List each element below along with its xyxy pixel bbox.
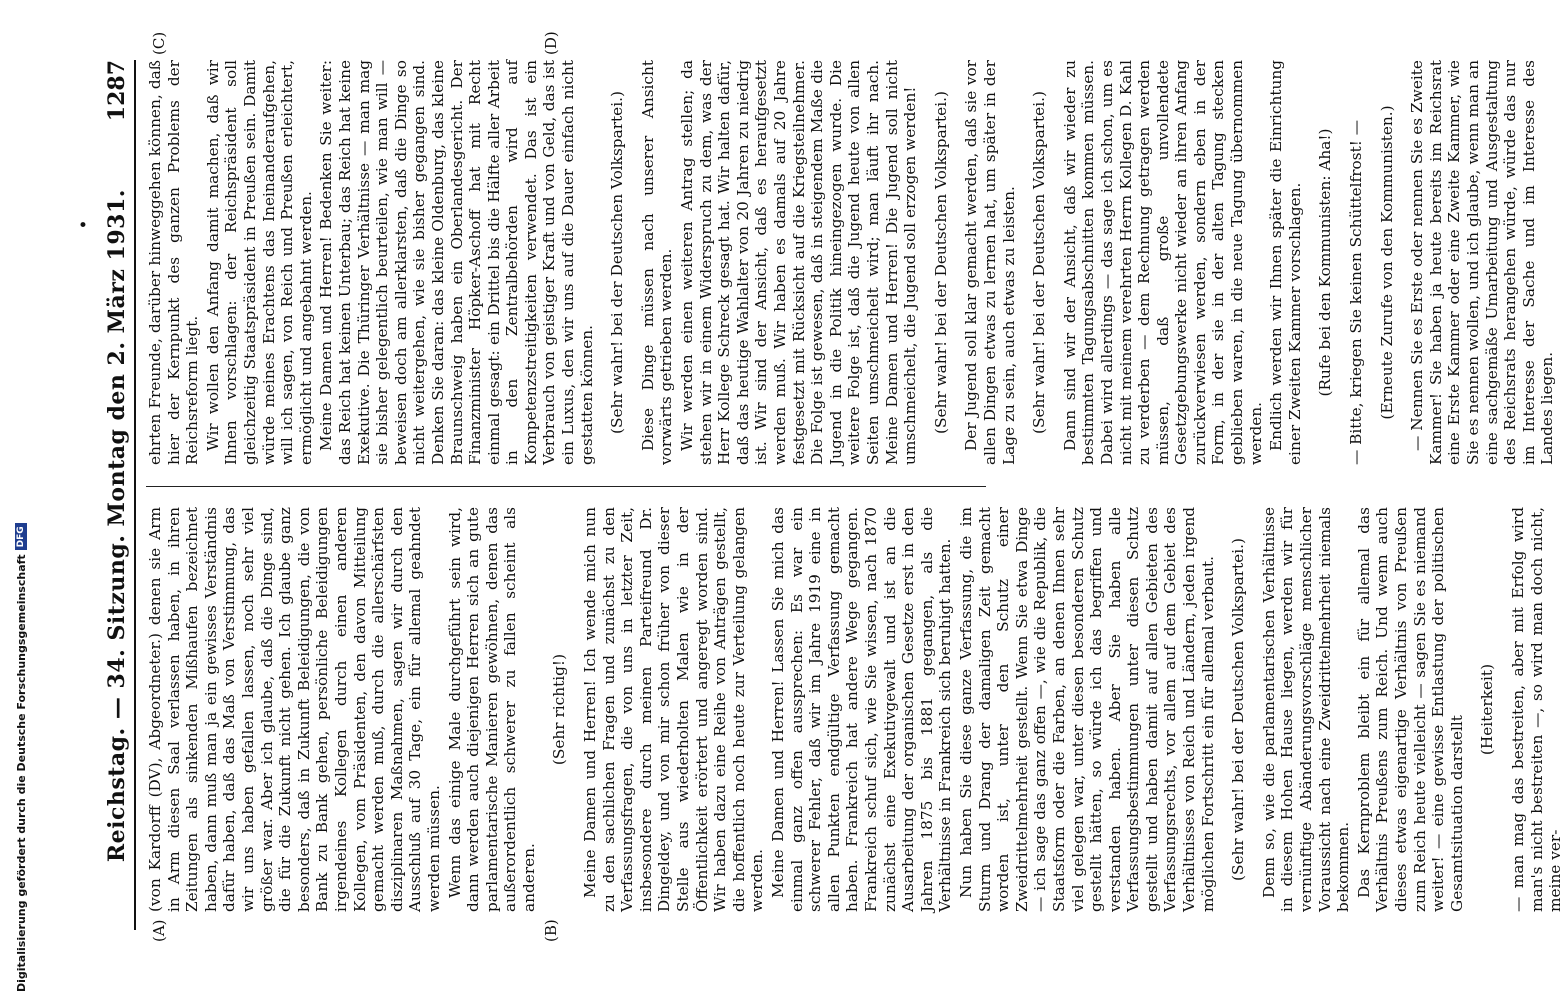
paragraph: Wir werden einen weiteren Antrag stellen; da stehen wir in einem Widerspruch zu dem, was der Herr Kollege Schreck gesagt hat. Wir halten dafür, daß das heutige Wahlalter von 20 Jahren zu niedrig ist. Wir sind der Ansicht, daß es heraufgesetzt werden muß. Wir haben es damals auf 20 Jahre festgesetzt mit Rücksicht auf die Kriegsteilnehmer. Die Folge ist gewesen, daß in steigendem Maße die Jugend in die Politik hineingezogen wurde. Die weitere Folge ist, daß die Jugend heute von allen Seiten umschmeichelt wird; man läuft ihr nach. Meine Damen und Herren! Die Jugend soll nicht umschmeichelt, die Jugend soll erzogen werden! bbox=[678, 60, 920, 465]
interjection: (Erneute Zurufe von den Kommunisten.) bbox=[1377, 105, 1396, 420]
paragraph: Dann sind wir der Ansicht, daß wir wieder zu bestimmten Tagungsabschnitten kommen müssen. Dabei wird allerdings — das sage ich schon, um es nicht mit meinem verehrten Herrn Kollegen D. Kahl zu verderben — dem Rechnung getragen werden müssen, daß große unvollendete Gesetzgebungswerke nicht wieder an ihren Anfang zurückverwiesen werden, sondern eben in der Form, in der sie in der alten Tagung stecken geblieben waren, in die neue Tagung übernommen werden. bbox=[1060, 60, 1265, 465]
paragraph: — Nennen Sie es Erste oder nennen Sie es Zweite Kammer! Sie haben ja heute bereits im Reichsrat eine Erste Kammer oder eine Zweite Kammer, wie Sie es nennen wollen, und ich glaube, wenn man an eine sachgemäße Umarbeitung und Ausgestaltung des Reichsrats herangehen würde, würde das nur im Interesse der Sache und im Interesse des Landes liegen. bbox=[1408, 60, 1557, 465]
attribution-text: Digitalisierung gefördert durch die Deutsche Forschungsgemeinschaft bbox=[14, 554, 28, 992]
margin-marker-d: (D) bbox=[542, 31, 560, 55]
paragraph: Diese Dinge müssen nach unserer Ansicht vorwärts getrieben werden. bbox=[638, 60, 676, 465]
paragraph: ehrten Freunde, darüber hinweggehen können, daß hier der Kernpunkt des ganzen Problems der Reichsreform liegt. bbox=[146, 60, 202, 465]
paragraph: — Bitte, kriegen Sie keinen Schüttelfrost! — bbox=[1347, 119, 1366, 465]
left-column bbox=[146, 507, 1567, 912]
interjection: (Sehr wahr! bei der Deutschen Volkspartei.) bbox=[1030, 91, 1049, 434]
margin-marker-b: (B) bbox=[542, 919, 560, 942]
right-column bbox=[146, 60, 1559, 465]
paragraph: (von Kardorff (DV), Abgeordneter.) denen sie Arm in Arm diesen Saal verlassen haben, in ihren Zeitungen als sinkenden Mißhaufen bezeichnet haben, dann muß man ja ein gewisses Verständnis dafür haben, daß das Maß von Verstimmung, das wir uns haben gefallen lassen, noch sehr viel größer war. Aber ich glaube, daß die Dinge sind, die für die Zukunft nicht gehen. Ich glaube ganz besonders, daß in Zukunft Beleidigungen, die von Bank zu Bank gehen, persönliche Beleidigungen irgendeines Kollegen durch einen anderen Kollegen, vom Präsidenten, den davon Mitteilung gemacht werden muß, durch die allerschärfsten disziplinaren Maßnahmen, sagen wir durch den Ausschluß auf 30 Tage, ein für allemal geahndet werden müssen. bbox=[146, 507, 443, 912]
page-header bbox=[76, 60, 136, 930]
margin-marker-c: (C) bbox=[150, 31, 168, 55]
dfg-logo-icon: DFG bbox=[15, 523, 27, 550]
paragraph: Meine Damen und Herren! Ich wende mich nun zu den sachlichen Fragen und zunächst zu den Verfassungsfragen, die von uns in letzter Zeit, insbesondere durch meinen Parteifreund Dr. Dingeldey, und von mir schon früher von dieser Stelle aus wiederholten Malen wie in der Öffentlichkeit erörtert und angeregt worden sind. Wir haben dazu eine Reihe von Anträgen gestellt, die hoffentlich noch heute zur Verteilung gelangen werden. bbox=[581, 507, 767, 912]
paragraph: Meine Damen und Herren! Lassen Sie mich das einmal ganz offen aussprechen: Es war ein schwerer Fehler, daß wir im Jahre 1919 eine in allen Punkten endgültige Verfassung gemacht haben. Frankreich hat andere Wege gegangen. Frankreich schuf sich, wie Sie wissen, nach 1870 zunächst eine Exekutivgewalt und ist an die Ausarbeitung der organischen Gesetze erst in den Jahren 1875 bis 1881 gegangen, als die Verhältnisse in Frankreich sich beruhigt hatten. bbox=[769, 507, 955, 912]
interjection: (Sehr wahr! bei der Deutschen Volkspartei.) bbox=[1229, 538, 1248, 881]
margin-marker-a: (A) bbox=[150, 919, 168, 942]
page-number: 1287 bbox=[104, 60, 130, 122]
page-title: Reichstag. — 34. Sitzung. Montag den 2. März 1931. bbox=[104, 189, 130, 863]
paragraph: — man mag das bestreiten, aber mit Erfolg wird man's nicht bestreiten —, so wird man doch nicht, meine ver- bbox=[1508, 507, 1565, 912]
paragraph: Meine Damen und Herren! Bedenken Sie weiter: das Reich hat keinen Unterbau; das Reich hat keine Exekutive. Die Thüringer Verhältnisse — man mag sie bisher gelegentlich beurteilen, wie man will — beweisen doch am allerklarsten, daß die Dinge so nicht weitergehen, wie sie bisher gegangen sind. Denken Sie daran: das kleine Oldenburg, das kleine Braunschweig haben ein Oberlandesgericht. Der Finanzminister Höpker-Aschoff hat mit Recht einmal gesagt: ein Drittel bis die Hälfte aller Arbeit in den Zentralbehörden wird auf Kompetenzstreitigkeiten verwendet. Das ist ein Verbrauch von geistiger Kraft und von Geld, das ist ein Luxus, den wir uns auf die Dauer einfach nicht gestatten können. bbox=[317, 60, 596, 465]
attribution-text-wrapper bbox=[0, 0, 42, 1000]
interjection: (Rufe bei den Kommunisten: Aha!) bbox=[1316, 128, 1335, 397]
paragraph: Das Kernproblem bleibt ein für allemal das Verhältnis Preußens zum Reich. Und wenn auch dieses etwas eigenartige Verhältnis von Preußen zum Reich heute vielleicht — sagen Sie es niemand weiter! — eine gewisse Entlastung der politischen Gesamtsituation darstellt bbox=[1354, 507, 1466, 912]
paragraph: Endlich werden wir Ihnen später die Einrichtung einer Zweiten Kammer vorschlagen. bbox=[1267, 60, 1304, 465]
paragraph: Wir wollen den Anfang damit machen, daß wir Ihnen vorschlagen: der Reichspräsident soll gleichzeitig Staatspräsident in Preußen sein. Damit würde meines Erachtens das Ineinanderaufgehen, will ich sagen, von Reich und Preußen erleichtert, ermöglicht und angebahnt werden. bbox=[203, 60, 315, 465]
interjection: (Sehr wahr! bei der Deutschen Volkspartei.) bbox=[608, 91, 627, 434]
stray-dot: • bbox=[76, 220, 92, 229]
interjection: (Sehr richtig!) bbox=[550, 653, 569, 766]
column-divider bbox=[146, 486, 986, 487]
interjection: (Heiterkeit) bbox=[1478, 663, 1497, 756]
attribution-sidebar bbox=[0, 0, 42, 1000]
scanned-page bbox=[42, 0, 1565, 1000]
paragraph: Nun haben Sie diese ganze Verfassung, die im Sturm und Drang der damaligen Zeit gemacht worden ist, unter den Schutz einer Zweidrittelmehrheit gestellt. Wenn Sie etwa Dinge — ich sage das ganz offen —, wie die Republik, die Staatsform oder die Farben, an denen Ihnen sehr viel gelegen war, unter diesen besonderen Schutz gestellt hätten, so würde ich das begriffen und verstanden haben. Aber Sie haben alle Verfassungsbestimmungen unter diesen Schutz gestellt und haben damit auf allen Gebieten des Verfassungsrechts, vor allem auf dem Gebiet des Verhältnisses von Reich und Ländern, jeden irgend möglichen Fortschritt ein für allemal verbaut. bbox=[956, 507, 1217, 912]
paragraph: Wenn das einige Male durchgeführt sein wird, dann werden auch diejenigen Herren sich an gute parlamentarische Manieren gewöhnen, denen das außerordentlich schwerer zu fallen scheint als anderen. bbox=[445, 507, 538, 912]
paragraph: Der Jugend soll klar gemacht werden, daß sie vor allen Dingen etwas zu lernen hat, um später in der Lage zu sein, auch etwas zu leisten. bbox=[962, 60, 1018, 465]
interjection: (Sehr wahr! bei der Deutschen Volkspartei.) bbox=[931, 91, 950, 434]
paragraph: Denn so, wie die parlamentarischen Verhältnisse in diesem Hohen Hause liegen, werden wir für vernünftige Abänderungsvorschläge menschlicher Voraussicht nach eine Zweidrittelmehrheit niemals bekommen. bbox=[1259, 507, 1353, 912]
